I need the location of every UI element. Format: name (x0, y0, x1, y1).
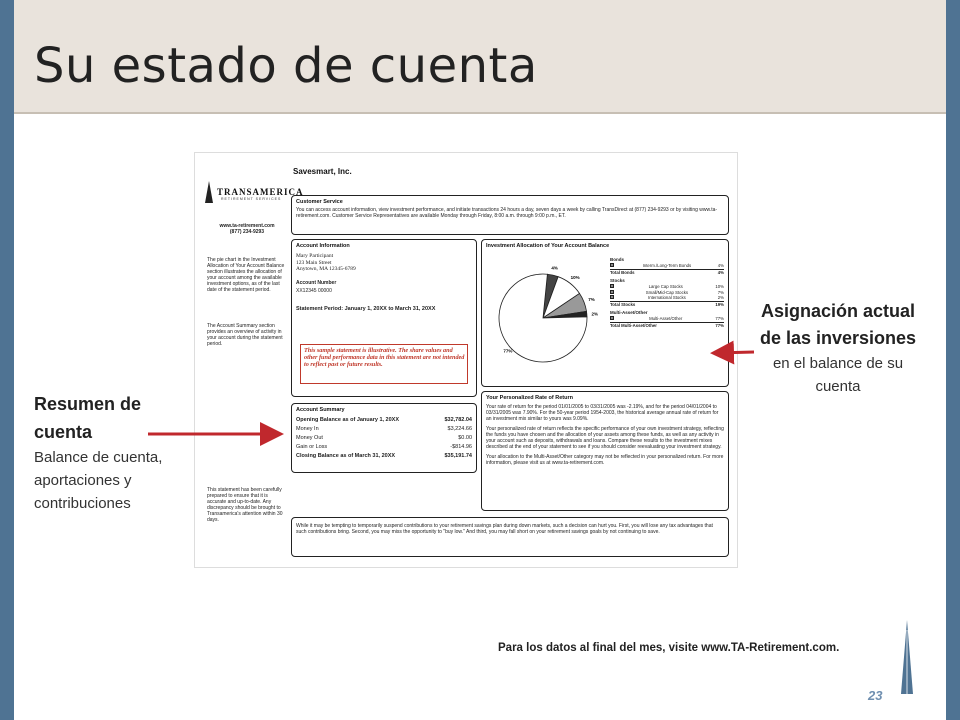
page-number: 23 (868, 688, 883, 703)
summary-label: Money Out (296, 435, 323, 441)
bottom-note-box: While it may be tempting to temporarily suspend contributions to your retirement savings plan during down markets, such a decision can hurt you. First, you will lose any tax advantages that such contributions bring. Second, you may miss the opportunity to "buy low." And third, you may fall short on your retirement savings goals by not continuing to save. (291, 517, 729, 557)
slide-title: Su estado de cuenta (34, 38, 538, 94)
pie-slice-label: 4% (551, 265, 558, 271)
summary-value: $32,782.04 (444, 417, 472, 423)
left-note-1: The pie chart in the Investment Allocation of Your Account Balance section illustrates the allocation of your account among the available investment options, as of the last date of the statement period. (207, 257, 285, 293)
legend-group-title: Multi-Asset/Other (610, 310, 648, 315)
pie-slice-label: 2% (591, 311, 598, 317)
legend-group-title: Bonds (610, 257, 624, 262)
summary-label: Opening Balance as of January 1, 20XX (296, 417, 400, 423)
contact-info: www.ta-retirement.com (877) 234-9293 (219, 223, 275, 235)
legend-value: 4% (717, 263, 724, 268)
left-note-3: This statement has been carefully prepared to ensure that it is accurate and up-to-date. Any discrepancy should be brought to Transamerica's attention within 30 days. (207, 487, 283, 523)
sample-disclaimer-box: This sample statement is illustrative. The share values and other fund performance data in this statement are not intended to reflect past or future results. (300, 344, 468, 384)
summary-value: $35,191.74 (444, 453, 472, 459)
pie-slice-label: 7% (588, 297, 595, 303)
transamerica-logo: TRANSAMERICA RETIREMENT SERVICES (199, 181, 289, 203)
company-name: Savesmart, Inc. (293, 167, 352, 176)
allocation-legend (610, 254, 724, 328)
legend-value: 77% (715, 316, 724, 321)
transamerica-pyramid-icon (894, 620, 920, 694)
legend-label: International Stocks (648, 295, 686, 300)
pie-slice-label: 77% (503, 348, 513, 354)
rate-of-return-box: Your Personalized Rate of Return Your rate of return for the period 01/01/2005 to 03/31/2005 was -2.19%, and for the period 04/01/2004 to 03/31/2005 was 7.90%. For the 50-year period 1954-2003, the historical average annual rate of return for an investment mix similar to yours was 9.09%. Your personalized rate of return reflects the specific performance of your own investment strategy, reflecting the funds you have chosen and the allocation of your assets among these funds, as well as any activity in your account such as deposits, withdrawals and loans. Compare these results to the investment mixes described at the end of your statement to see if you should consider reevaluating your investment strategy. Your allocation to the Multi-Asset/Other category may not be reflected in your personalized return. For more information, please visit us at www.ta-retirement.com. (481, 391, 729, 511)
summary-annotation: Resumen de cuenta Balance de cuenta, aportaciones y contribuciones (34, 394, 163, 512)
legend-value: 10% (715, 284, 724, 289)
summary-row (296, 434, 472, 443)
legend-label: Total Bonds (610, 269, 635, 275)
allocation-annotation: Asignación actual de las inversiones en el balance de su cuenta (759, 301, 917, 395)
summary-label: Closing Balance as of March 31, 20XX (296, 453, 396, 459)
statement-document (194, 152, 738, 568)
pie-slice-label: 10% (570, 275, 580, 281)
summary-label: Money In (296, 426, 319, 432)
legend-label: Small/Mid-Cap Stocks (645, 289, 689, 295)
legend-row (610, 301, 724, 308)
summary-value: $0.00 (458, 435, 472, 441)
summary-value: -$814.96 (450, 444, 472, 450)
summary-row (296, 452, 472, 461)
legend-label: Total Multi-Asset/Other (610, 322, 657, 328)
summary-row (296, 425, 472, 434)
left-note-2: The Account Summary section provides an overview of activity in your account during the statement period. (207, 323, 283, 347)
investment-allocation-box: Investment Allocation of Your Account Balance 4% 10% 7% 2% 77% Bonds Interm./Long-Term Bonds 4% Total Bonds 4% Stocks Large Cap Stocks 10% Small/Mid-Cap Stocks 7% International Stocks 2% Total Stocks 19% Multi-Asset/Other Multi-Asset/Other 77% Total Multi-Asset/Other 77% (481, 239, 729, 387)
slide (14, 0, 946, 720)
legend-value: 19% (715, 301, 724, 307)
legend-label: Multi-Asset/Other (649, 316, 683, 321)
pyramid-logo-icon (201, 181, 217, 203)
legend-label: Large Cap Stocks (648, 284, 683, 289)
legend-value: 2% (717, 295, 724, 300)
customer-service-box: Customer Service You can access account information, view investment performance, and initiate transactions 24 hours a day, seven days a week by calling TransDirect at (877) 234-9293 or by visiting www.ta-retirement.com. Customer Service Representatives are available Monday through Friday, 8:00 a.m. through 9:00 p.m., ET. (291, 195, 729, 235)
allocation-pie-chart (488, 260, 598, 370)
legend-swatch (610, 295, 614, 299)
title-bar (14, 0, 946, 114)
summary-rows (296, 416, 472, 461)
legend-value: 77% (715, 322, 724, 328)
legend-swatch (610, 263, 614, 267)
legend-label: Interm./Long-Term Bonds (642, 263, 692, 268)
legend-row (610, 322, 724, 329)
summary-label: Gain or Loss (296, 444, 328, 450)
account-information-box: Account Information Mary Participant 123 Main Street Anytown, MA 12345-6789 Account Number XX12345 00000 Statement Period: January 1, 20XX to March 31, 20XX This sample statement is illustrative. The share values and other fund performance data in this statement are not intended to reflect past or future results. (291, 239, 477, 397)
summary-row (296, 443, 472, 452)
legend-swatch (610, 316, 614, 320)
summary-row (296, 416, 472, 425)
legend-value: 4% (717, 269, 724, 275)
summary-value: $3,224.66 (447, 426, 472, 432)
account-summary-box: Account Summary Opening Balance as of January 1, 20XX $32,782.04 Money In $3,224.66 Money Out $0.00 Gain or Loss -$814.96 Closing Balance as of March 31, 20XX $35,191.74 (291, 403, 477, 473)
legend-swatch (610, 284, 614, 288)
legend-group-title: Stocks (610, 278, 625, 283)
legend-swatch (610, 290, 614, 294)
footer-note: Para los datos al final del mes, visite www.TA-Retirement.com. (498, 642, 840, 654)
legend-label: Total Stocks (610, 301, 636, 307)
legend-row (610, 269, 724, 276)
legend-value: 7% (717, 289, 724, 295)
